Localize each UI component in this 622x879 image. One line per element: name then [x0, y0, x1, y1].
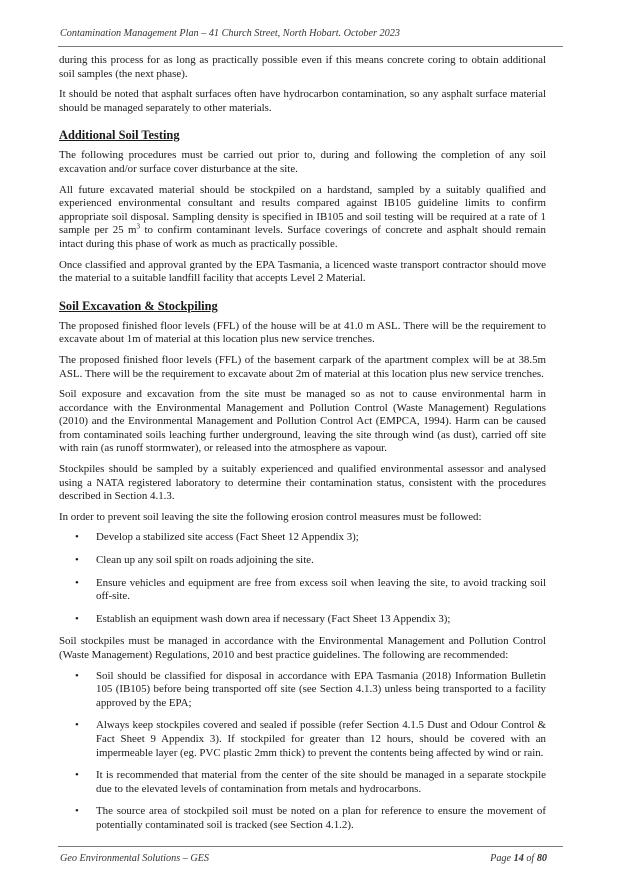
page-body	[59, 54, 546, 842]
section-heading-additional-soil-testing: Additional Soil Testing	[59, 128, 180, 143]
paragraph: The proposed finished floor levels (FFL) of the basement carpark of the apartment complex will be at 38.5m ASL. There will be the requirement to excavate about 2m of material at this location plus new service trenches.	[59, 353, 546, 380]
paragraph: Soil exposure and excavation from the site must be managed so as not to cause environmental harm in accordance with the Environmental Management and Pollution Control (Waste Management) Regulations (2010) and the Environmental Management and Pollution Control Act (EMPCA, 1994). Harm can be caused from contaminated soils leaching further underground, leaving the site through wind (as dust), carried off site with rain (as runoff stormwater), or released into the atmosphere as vapour.	[59, 388, 546, 455]
bullet-icon: •	[75, 669, 79, 682]
list-item	[59, 554, 546, 568]
header-rule	[58, 46, 563, 47]
list-item	[59, 769, 546, 796]
page-header: Contamination Management Plan – 41 Church Street, North Hobart. October 2023	[60, 28, 400, 39]
page-total: 80	[536, 853, 547, 864]
stockpile-recommendations-list	[59, 670, 546, 833]
page-number	[490, 853, 547, 864]
bullet-icon: •	[75, 805, 79, 818]
paragraph: In order to prevent soil leaving the site the following erosion control measures must be followed:	[59, 510, 482, 523]
bullet-icon: •	[75, 531, 79, 544]
list-item	[59, 577, 546, 604]
paragraph	[59, 184, 546, 252]
list-item-text: It is recommended that material from the center of the site should be managed in a separate stockpile due to the elevated levels of contamination from metals and hydrocarbons.	[96, 769, 546, 795]
list-item-text: Clean up any soil spilt on roads adjoining the site.	[96, 554, 314, 567]
paragraph: Soil stockpiles must be managed in accordance with the Environmental Management and Pollution Control (Waste Management) Regulations, 2010 and best practice guidelines. The following are recommended:	[59, 635, 546, 661]
paragraph: It should be noted that asphalt surfaces often have hydrocarbon contamination, so any asphalt surface material should be managed separately to other materials.	[59, 88, 546, 114]
bullet-icon: •	[75, 554, 79, 567]
footer-rule	[58, 846, 563, 847]
list-item	[59, 719, 546, 760]
paragraph: The proposed finished floor levels (FFL) of the house will be at 41.0 m ASL. There will be the requirement to excavate about 1m of material at this location plus new service trenches.	[59, 319, 546, 346]
list-item	[59, 613, 546, 627]
list-item-text: The source area of stockpiled soil must be noted on a plan for reference to ensure the movement of potentially contaminated soil is tracked (see Section 4.1.2).	[96, 805, 546, 831]
bullet-icon: •	[75, 612, 79, 625]
erosion-control-list	[59, 531, 546, 626]
superscript: 3	[136, 222, 141, 231]
text-run: All future excavated material should be stockpiled on a hardstand, sampled by a suitably qualified and experienced environmental consultant and results compared against IB105 guideline limits to confirm appropriate soil disposal. Sampling density is specified in IB105 and soil testing will be required at a rate of 1 sample per 25 m	[59, 183, 546, 237]
list-item-text: Soil should be classified for disposal in accordance with EPA Tasmania (2018) Information Bulletin 105 (IB105) before being transported off site (see Section 4.1.3) unless being transported to a facility approved by the EPA;	[96, 669, 546, 709]
list-item-text: Ensure vehicles and equipment are free from excess soil when leaving the site, to avoid tracking soil off-site.	[96, 576, 546, 603]
paragraph: during this process for as long as practically possible even if this means concrete coring to obtain additional soil samples (the next phase).	[59, 54, 546, 80]
page-label: Page	[490, 853, 514, 864]
list-item	[59, 670, 546, 711]
list-item	[59, 531, 546, 545]
list-item-text: Establish an equipment wash down area if necessary (Fact Sheet 13 Appendix 3);	[96, 612, 451, 625]
section-heading-soil-excavation: Soil Excavation & Stockpiling	[59, 298, 218, 313]
paragraph: The following procedures must be carried out prior to, during and following the completion of any soil excavation and/or surface cover disturbance at the site.	[59, 149, 546, 175]
list-item-text: Always keep stockpiles covered and sealed if possible (refer Section 4.1.5 Dust and Odour Control & Fact Sheet 9 Appendix 3). If stockpiled for greater than 12 hours, should be covered with an impermeable layer (eg. PVC plastic 2mm thick) to prevent the contents being affected by wind or rain.	[96, 719, 546, 759]
bullet-icon: •	[75, 576, 79, 589]
bullet-icon: •	[75, 719, 79, 732]
text-run: to confirm contaminant levels. Surface coverings of concrete and asphalt should remain intact during this phase of work as much as practically possible.	[59, 224, 546, 250]
page-footer	[60, 853, 547, 864]
paragraph: Stockpiles should be sampled by a suitably experienced and qualified environmental assessor and analysed using a NATA registered laboratory to determine their contamination status, consistent with the procedures described in Section 4.1.3.	[59, 463, 546, 503]
list-item-text: Develop a stabilized site access (Fact Sheet 12 Appendix 3);	[96, 531, 359, 544]
page-current: 14	[513, 853, 524, 864]
bullet-icon: •	[75, 769, 79, 782]
list-item	[59, 805, 546, 832]
footer-company: Geo Environmental Solutions – GES	[60, 853, 210, 864]
paragraph: Once classified and approval granted by the EPA Tasmania, a licenced waste transport contractor should move the material to a suitable landfill facility that accepts Level 2 Material.	[59, 258, 546, 285]
page-of-label: of	[523, 853, 537, 864]
